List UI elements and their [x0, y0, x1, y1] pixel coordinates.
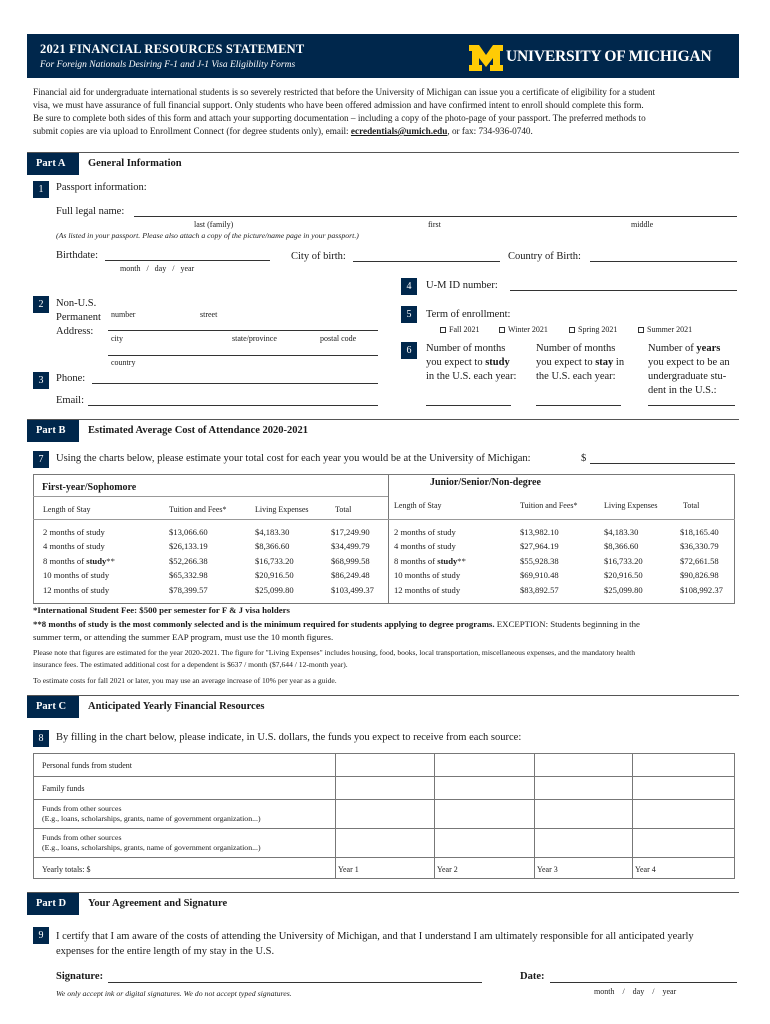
- cost-estimate-field[interactable]: [590, 463, 735, 464]
- left-table-living-column: $4,183.30 $8,366.60 $16,733.20 $20,916.50 $25,099.80: [255, 527, 294, 595]
- funds-row-other-1: Funds from other sources (E.g., loans, scholarships, grants, name of government organization...): [42, 804, 261, 823]
- question-9-number: 9: [33, 927, 49, 944]
- question-7-number: 7: [33, 451, 49, 468]
- year-3-label: Year 3: [537, 865, 558, 874]
- year-1-label: Year 1: [338, 865, 359, 874]
- estimate-note: Please note that figures are estimated for the year 2020-2021. The figure for "Living Expenses" includes housing, food, books, local transportation, miscellaneous expenses, and the mandatory health insurance fees. The estimated additional cost for a dependent is $637 / month ($7,644 / 12-month year).: [33, 648, 636, 669]
- country-of-birth-field[interactable]: [590, 261, 737, 262]
- city-of-birth-label: City of birth:: [291, 251, 346, 262]
- years-undergrad-label: Number of years you expect to be an undergraduate stu- dent in the U.S.:: [648, 343, 730, 396]
- question-1-number: 1: [33, 181, 49, 198]
- address-label-3: Address:: [56, 326, 94, 337]
- table-row: 8 months of study**: [43, 555, 115, 566]
- address-country-caption: country: [111, 358, 136, 367]
- left-col-stay: Length of Stay: [43, 505, 91, 514]
- phone-field[interactable]: [92, 383, 378, 384]
- address-line-1[interactable]: [108, 330, 378, 331]
- cost-estimate-question: Using the charts below, please estimate your total cost for each year you would be at the University of Michigan:: [56, 453, 531, 464]
- term-summer-checkbox[interactable]: Summer 2021: [638, 325, 692, 334]
- intro-line-2: visa, we must have assurance of full financial support. Only students who have been offered admission and have confirmed intent to enroll should complete this form.: [33, 100, 644, 110]
- left-table-stay-column: [43, 525, 115, 597]
- passport-info-label: Passport information:: [56, 182, 147, 193]
- signature-note: We only accept ink or digital signatures. We do not accept typed signatures.: [56, 989, 292, 998]
- question-8-number: 8: [33, 730, 49, 747]
- funds-row-other-2: Funds from other sources (E.g., loans, scholarships, grants, name of government organization...): [42, 833, 261, 852]
- right-col-stay: Length of Stay: [394, 501, 442, 510]
- table-row: 4 months of study: [394, 541, 456, 552]
- yearly-totals-label: Yearly totals: $: [42, 865, 91, 874]
- table-row: 2 months of study: [43, 527, 105, 537]
- birthdate-label: Birthdate:: [56, 250, 98, 261]
- term-fall-checkbox[interactable]: Fall 2021: [440, 325, 479, 334]
- passport-note: (As listed in your passport. Please also attach a copy of the picture/name page in your passport.): [56, 231, 359, 240]
- left-col-tuition: Tuition and Fees*: [169, 505, 227, 514]
- left-col-living: Living Expenses: [255, 505, 309, 514]
- email-label: Email:: [56, 395, 84, 406]
- part-b-title: Estimated Average Cost of Attendance 2020-2021: [88, 425, 308, 436]
- intro-line-4: submit copies are via upload to Enrollment Connect (for degree students only), email: ecredentials@umich.edu, or fax: 734-936-0740.: [33, 126, 533, 136]
- left-table-title: First-year/Sophomore: [42, 482, 137, 493]
- birthdate-field[interactable]: [105, 260, 270, 261]
- full-name-field[interactable]: [134, 216, 737, 217]
- right-table-living-column: $4,183.30 $8,366.60 $16,733.20 $20,916.50 $25,099.80: [604, 527, 643, 595]
- table-row: 10 months of study: [43, 570, 110, 581]
- address-line-2[interactable]: [108, 355, 378, 356]
- funds-question: By filling in the chart below, please indicate, in U.S. dollars, the funds you expect to receive from each source:: [56, 732, 522, 743]
- last-name-caption: last (family): [194, 220, 234, 229]
- address-label-2: Permanent: [56, 312, 101, 323]
- term-spring-checkbox[interactable]: Spring 2021: [569, 325, 617, 334]
- right-col-tuition: Tuition and Fees*: [520, 501, 578, 510]
- years-undergrad-field[interactable]: [648, 405, 735, 406]
- table-row: 12 months of study: [394, 584, 461, 595]
- full-name-label: Full legal name:: [56, 206, 125, 217]
- country-of-birth-label: Country of Birth:: [508, 251, 581, 262]
- funds-row-family: Family funds: [42, 784, 85, 793]
- address-postal-caption: postal code: [320, 334, 357, 343]
- months-note: **8 months of study is the most commonly selected and is the minimum required for students applying to degree programs. EXCEPTION: Students beginning in the summer term, or attending the summer EAP program, must use the 10 month figures.: [33, 619, 640, 642]
- right-table-title: Junior/Senior/Non-degree: [430, 477, 541, 488]
- phone-label: Phone:: [56, 373, 86, 384]
- left-col-total: Total: [335, 505, 352, 514]
- question-2-number: 2: [33, 296, 49, 313]
- right-col-living: Living Expenses: [604, 501, 658, 510]
- funds-row-personal: Personal funds from student: [42, 761, 132, 770]
- address-city-caption: city: [111, 334, 123, 343]
- form-subtitle: For Foreign Nationals Desiring F-1 and J-1 Visa Eligibility Forms: [40, 60, 296, 70]
- block-m-logo-icon: [468, 44, 504, 72]
- date-field[interactable]: [550, 982, 737, 983]
- months-study-label: Number of months you expect to study in the U.S. each year:: [426, 343, 517, 382]
- question-3-number: 3: [33, 372, 49, 389]
- table-row: 8 months of study**: [394, 555, 466, 566]
- year-4-label: Year 4: [635, 865, 656, 874]
- intro-line-1: Financial aid for undergraduate international students is so severely restricted that before the University of Michigan can issue you a certificate of eligibility for a student: [33, 87, 656, 97]
- increase-note: To estimate costs for fall 2021 or later, you may use an average increase of 10% per year as a guide.: [33, 676, 337, 685]
- certification-text: I certify that I am aware of the costs of attending the University of Michigan, and that I understand I am ultimately responsible for all anticipated yearly expenses for the entire length of my stay in the U.S.: [56, 931, 694, 957]
- part-a-title: General Information: [88, 158, 182, 169]
- middle-name-caption: middle: [631, 220, 654, 229]
- date-label: Date:: [520, 971, 545, 982]
- birthdate-format: month / day / year: [120, 264, 195, 273]
- address-label-1: Non-U.S.: [56, 298, 97, 309]
- email-field[interactable]: [88, 405, 378, 406]
- fee-note: *International Student Fee: $500 per semester for F & J visa holders: [33, 605, 290, 615]
- email-link[interactable]: ecredentials@umich.edu: [350, 126, 448, 136]
- part-d-label: Part D: [27, 893, 79, 915]
- umid-label: U-M ID number:: [426, 280, 498, 291]
- left-table-tuition-column: $13,066.60 $26,133.19 $52,266.38 $65,332.98 $78,399.57: [169, 527, 208, 595]
- term-label: Term of enrollment:: [426, 309, 511, 320]
- question-5-number: 5: [401, 306, 417, 323]
- left-table-total-column: $17,249.90 $34,499.79 $68,999.58 $86,249.48 $103,499.37: [331, 527, 374, 595]
- term-winter-checkbox[interactable]: Winter 2021: [499, 325, 548, 334]
- form-title: 2021 FINANCIAL RESOURCES STATEMENT: [40, 42, 305, 56]
- part-c-title: Anticipated Yearly Financial Resources: [88, 701, 265, 712]
- dollar-sign: $: [581, 453, 587, 464]
- right-table-stay-column: [394, 525, 466, 597]
- part-c-label: Part C: [27, 696, 79, 718]
- months-stay-field[interactable]: [536, 405, 621, 406]
- year-2-label: Year 2: [437, 865, 458, 874]
- umid-field[interactable]: [510, 290, 737, 291]
- university-name: UNIVERSITY OF MICHIGAN: [506, 48, 712, 65]
- part-d-title: Your Agreement and Signature: [88, 898, 228, 909]
- right-col-total: Total: [683, 501, 700, 510]
- signature-field[interactable]: [108, 982, 482, 983]
- question-6-number: 6: [401, 342, 417, 359]
- address-state-caption: state/province: [232, 334, 277, 343]
- months-stay-label: Number of months you expect to stay in the U.S. each year:: [536, 343, 625, 382]
- first-name-caption: first: [428, 220, 441, 229]
- table-row: 10 months of study: [394, 570, 461, 581]
- address-street-caption: street: [200, 310, 218, 319]
- address-number-caption: number: [111, 310, 136, 319]
- right-table-tuition-column: $13,982.10 $27,964.19 $55,928.38 $69,910.48 $83,892.57: [520, 527, 559, 595]
- city-of-birth-field[interactable]: [353, 261, 500, 262]
- part-b-label: Part B: [27, 420, 79, 442]
- intro-line-3: Be sure to complete both sides of this form and attach your supporting documentation – including a copy of the photo-page of your passport. The preferred methods to: [33, 113, 646, 123]
- date-format: month / day / year: [594, 987, 677, 996]
- table-row: 12 months of study: [43, 584, 110, 595]
- question-4-number: 4: [401, 278, 417, 295]
- signature-label: Signature:: [56, 971, 104, 982]
- part-a-label: Part A: [27, 153, 79, 175]
- right-table-total-column: $18,165.40 $36,330.79 $72,661.58 $90,826.98 $108,992.37: [680, 527, 723, 595]
- months-study-field[interactable]: [426, 405, 511, 406]
- table-row: 4 months of study: [43, 541, 105, 552]
- table-row: 2 months of study: [394, 527, 456, 537]
